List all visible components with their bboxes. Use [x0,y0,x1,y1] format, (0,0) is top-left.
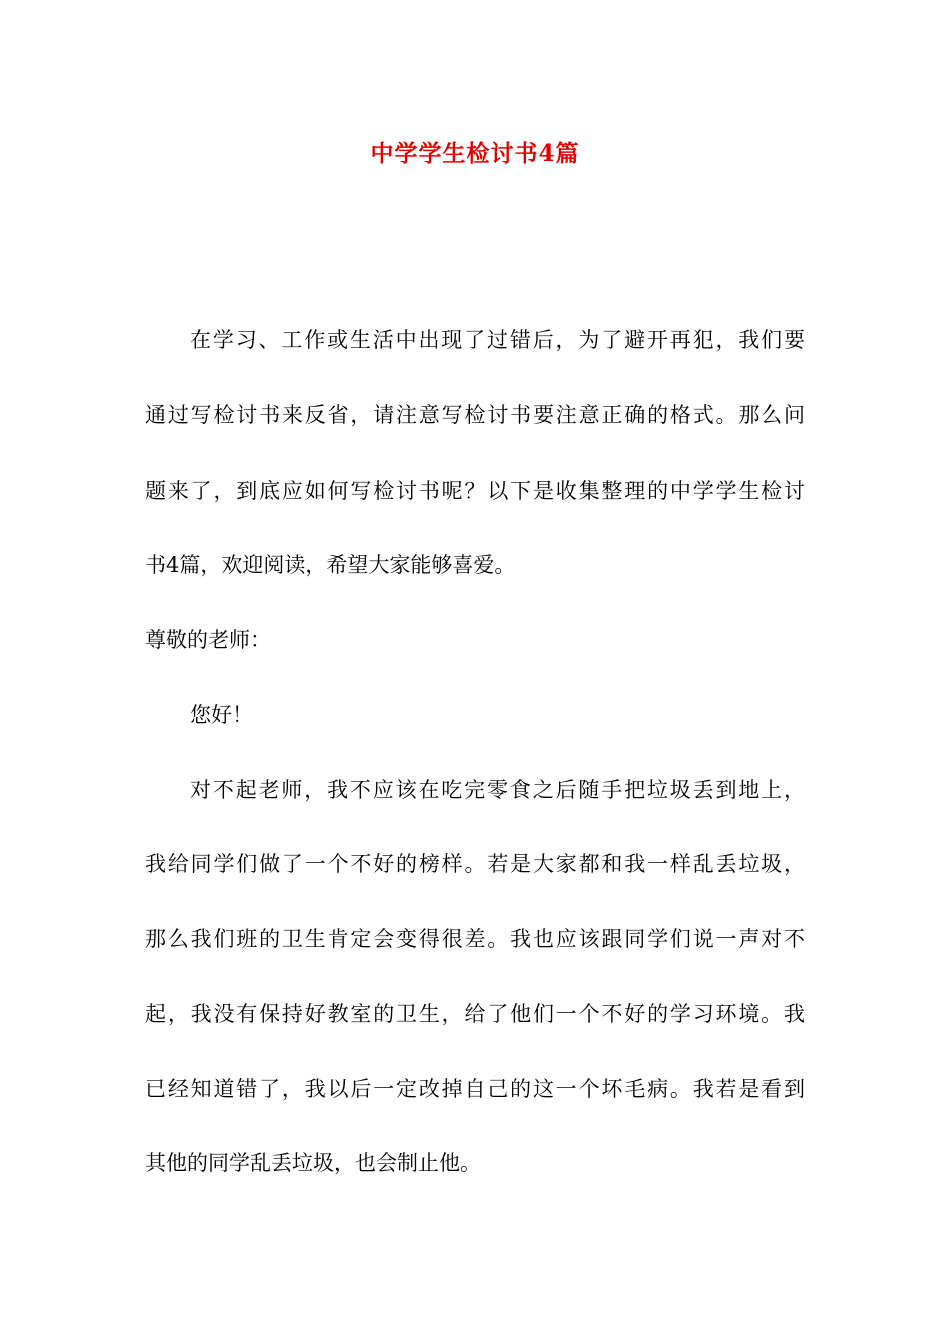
body-line-6: 其他的同学乱丢垃圾，也会制止他。 [145,1151,481,1175]
body-line-5: 已经知道错了，我以后一定改掉自己的这一个坏毛病。我若是看到 [145,1077,805,1101]
intro-line-1: 在学习、工作或生活中出现了过错后，为了避开再犯，我们要 [190,328,805,352]
intro-line-3: 题来了，到底应如何写检讨书呢？以下是收集整理的中学学生检讨 [145,479,805,503]
body-line-2: 我给同学们做了一个不好的榜样。若是大家都和我一样乱丢垃圾， [145,852,805,876]
intro-line-2: 通过写检讨书来反省，请注意写检讨书要注意正确的格式。那么问 [145,403,805,427]
body-line-3: 那么我们班的卫生肯定会变得很差。我也应该跟同学们说一声对不 [145,927,805,951]
document-title: 中学学生检讨书4篇 [370,140,580,167]
greeting: 您好！ [190,703,253,727]
intro-line-4: 书4篇，欢迎阅读，希望大家能够喜爱。 [145,553,516,577]
body-line-4: 起，我没有保持好教室的卫生，给了他们一个不好的学习环境。我 [145,1002,805,1026]
salutation: 尊敬的老师： [145,628,271,652]
body-line-1: 对不起老师，我不应该在吃完零食之后随手把垃圾丢到地上， [190,778,805,802]
